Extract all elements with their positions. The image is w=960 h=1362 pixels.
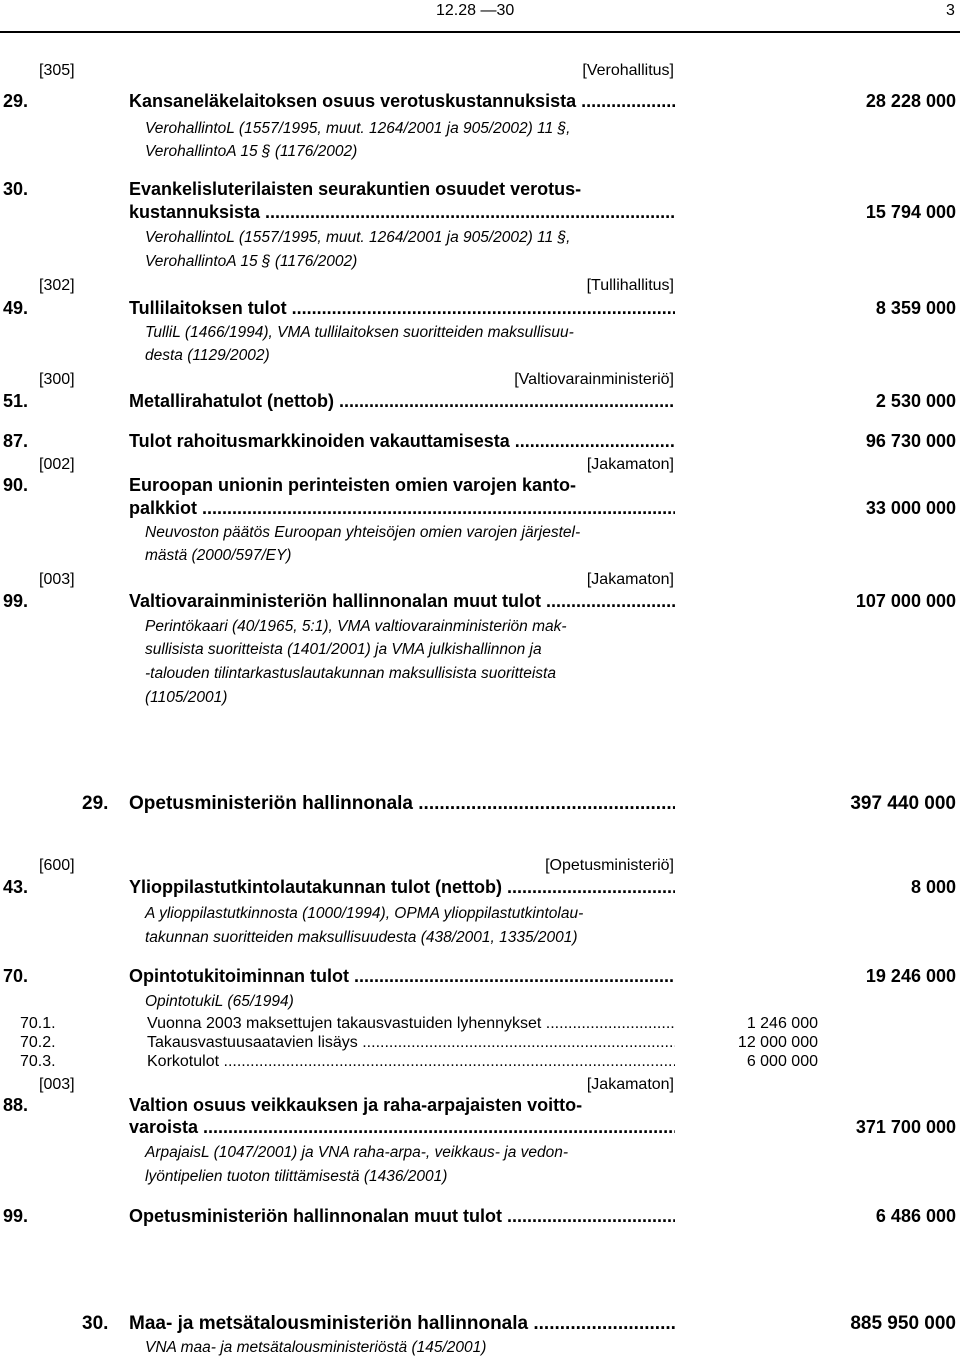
agency-name: [Valtiovarainministeriö] — [514, 371, 674, 388]
subitem-amount: 6 000 000 — [746, 1053, 818, 1070]
item-title-cont: kustannuksista ..... — [129, 203, 675, 222]
item-amount: 8 359 000 — [875, 298, 956, 318]
agency-name: [Opetusministeriö] — [545, 857, 674, 874]
main-title: Maa- ja metsätalousministeriön hallinnonala ..... — [129, 1314, 675, 1333]
main-amount: 397 440 000 — [850, 793, 956, 814]
main-amount: 885 950 000 — [850, 1313, 956, 1334]
item-title: Ylioppilastutkintolautakunnan tulot (nettob) ..... — [129, 878, 675, 897]
item-note: (1105/2001) — [145, 689, 228, 706]
item-title-cont: palkkiot ..... — [129, 499, 675, 518]
item-number: 49. — [3, 298, 29, 318]
header-rule — [0, 31, 960, 33]
item-note: takunnan suoritteiden maksullisuudesta (438/2001, 1335/2001) — [145, 929, 578, 946]
item-title: Valtion osuus veikkauksen ja raha-arpajaisten voitto- — [129, 1095, 583, 1115]
item-number: 90. — [3, 475, 29, 495]
agency-name: [Tullihallitus] — [586, 277, 674, 294]
item-note: VerohallintoL (1557/1995, muut. 1264/2001 ja 905/2002) 11 §, — [145, 229, 571, 246]
item-title: Euroopan unionin perinteisten omien varojen kanto- — [129, 475, 577, 495]
item-number: 88. — [3, 1095, 29, 1115]
item-note: TulliL (1466/1994), VMA tullilaitoksen suoritteiden maksullisuu- — [145, 324, 574, 341]
item-note: VerohallintoA 15 § (1176/2002) — [145, 253, 358, 270]
item-note: Neuvoston päätös Euroopan yhteisöjen omien varojen järjestel- — [145, 524, 581, 541]
agency-name: [Verohallitus] — [582, 62, 674, 79]
budget-code: [003] — [39, 1076, 75, 1093]
main-title-number: 30. — [82, 1313, 109, 1334]
budget-code: [302] — [39, 277, 75, 294]
subitem-amount: 1 246 000 — [746, 1015, 818, 1032]
item-amount: 33 000 000 — [865, 498, 956, 518]
item-note: OpintotukiL (65/1994) — [145, 993, 294, 1010]
item-title: Opintotukitoiminnan tulot ..... — [129, 967, 675, 986]
main-title: Opetusministeriön hallinnonala ..... — [129, 794, 675, 813]
agency-name: [Jakamaton] — [586, 456, 674, 473]
item-note: ArpajaisL (1047/2001) ja VNA raha-arpa-, veikkaus- ja vedon- — [145, 1144, 569, 1161]
item-number: 99. — [3, 1206, 29, 1226]
item-title: Opetusministeriön hallinnonalan muut tulot ..... — [129, 1207, 675, 1226]
item-number: 51. — [3, 391, 29, 411]
item-amount: 8 000 — [910, 877, 956, 897]
item-note: VerohallintoA 15 § (1176/2002) — [145, 143, 358, 160]
budget-code: [002] — [39, 456, 75, 473]
page-range: 12.28 —30 — [436, 2, 515, 19]
item-title: Metallirahatulot (nettob) ..... — [129, 392, 675, 411]
budget-code: [300] — [39, 371, 75, 388]
item-amount: 371 700 000 — [855, 1117, 956, 1137]
item-amount: 15 794 000 — [865, 202, 956, 222]
item-note: VerohallintoL (1557/1995, muut. 1264/2001 ja 905/2002) 11 §, — [145, 120, 571, 137]
item-title: Valtiovarainministeriön hallinnonalan muut tulot ..... — [129, 592, 675, 611]
page-number: 3 — [946, 2, 955, 19]
subitem-number: 70.2. — [20, 1034, 56, 1051]
agency-name: [Jakamaton] — [586, 1076, 674, 1093]
subitem-amount: 12 000 000 — [737, 1034, 818, 1051]
item-note: sullisista suoritteista (1401/2001) ja VMA julkishallinnon ja — [145, 641, 542, 658]
item-number: 43. — [3, 877, 29, 897]
item-note: mästä (2000/597/EY) — [145, 547, 292, 564]
subitem-label: Takausvastuusaatavien lisäys ..... — [147, 1035, 675, 1051]
item-amount: 28 228 000 — [865, 91, 956, 111]
item-note: desta (1129/2002) — [145, 347, 270, 364]
item-amount: 2 530 000 — [875, 391, 956, 411]
subitem-number: 70.1. — [20, 1015, 56, 1032]
item-title: Kansaneläkelaitoksen osuus verotuskustannuksista ..... — [129, 92, 675, 111]
item-title: Tulot rahoitusmarkkinoiden vakauttamisesta ..... — [129, 432, 675, 451]
item-number: 70. — [3, 966, 29, 986]
item-number: 99. — [3, 591, 29, 611]
budget-code: [305] — [39, 62, 75, 79]
main-note: VNA maa- ja metsätalousministeriöstä (145/2001) — [145, 1339, 487, 1356]
item-note: A ylioppilastutkinnosta (1000/1994), OPMA ylioppilastutkintolau- — [145, 905, 584, 922]
item-amount: 19 246 000 — [865, 966, 956, 986]
item-number: 30. — [3, 179, 29, 199]
main-title-number: 29. — [82, 793, 109, 814]
item-title: Evankelisluterilaisten seurakuntien osuudet verotus- — [129, 179, 582, 199]
item-number: 29. — [3, 91, 29, 111]
subitem-label: Korkotulot ..... — [147, 1054, 675, 1070]
budget-code: [003] — [39, 571, 75, 588]
item-note: Perintökaari (40/1965, 5:1), VMA valtiovarainministeriön mak- — [145, 618, 567, 635]
item-title: Tullilaitoksen tulot ..... — [129, 299, 675, 318]
item-note: lyöntipelien tuoton tilittämisestä (1436/2001) — [145, 1168, 448, 1185]
budget-code: [600] — [39, 857, 75, 874]
item-amount: 6 486 000 — [875, 1206, 956, 1226]
item-amount: 96 730 000 — [865, 431, 956, 451]
agency-name: [Jakamaton] — [586, 571, 674, 588]
item-title-cont: varoista ..... — [129, 1118, 675, 1137]
subitem-number: 70.3. — [20, 1053, 56, 1070]
item-amount: 107 000 000 — [855, 591, 956, 611]
subitem-label: Vuonna 2003 maksettujen takausvastuiden lyhennykset ..... — [147, 1016, 675, 1032]
item-number: 87. — [3, 431, 29, 451]
item-note: -talouden tilintarkastuslautakunnan maksullisista suoritteista — [145, 665, 556, 682]
